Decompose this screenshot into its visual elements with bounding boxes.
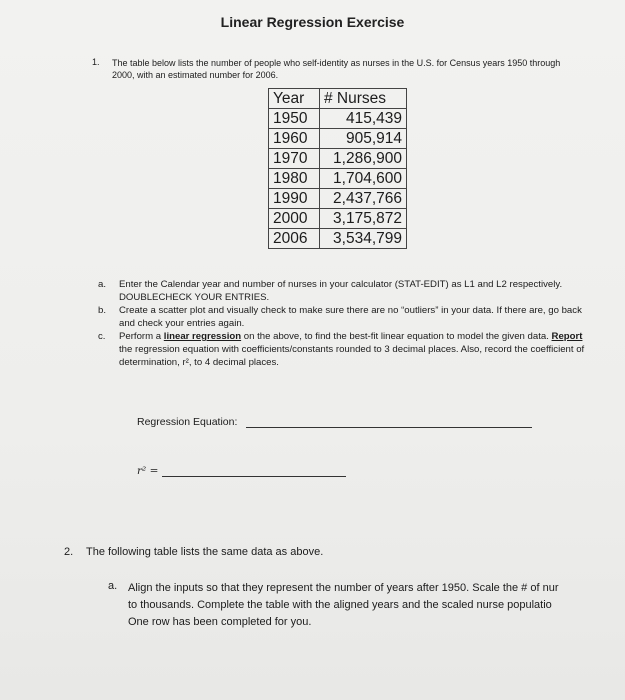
question-1-number: 1. (92, 57, 100, 67)
item-text-pre: Perform a (119, 331, 164, 342)
table-row (269, 149, 407, 169)
question-2a-line: One row has been completed for you. (128, 616, 312, 628)
question-2-text: The following table lists the same data as above. (86, 546, 324, 558)
instruction-item-a (98, 278, 598, 304)
page-title: Linear Regression Exercise (220, 14, 405, 30)
table-row (269, 129, 407, 149)
instruction-item-c (98, 330, 598, 369)
column-header-year: Year (269, 89, 320, 109)
nurses-cell: 1,286,900 (320, 149, 407, 169)
question-2a-label: a. (108, 580, 118, 592)
item-text: Enter the Calendar year and number of nurses in your calculator (STAT-EDIT) as L1 and L2 respectively. DOUBLECHECK YOUR ENTRIES. (119, 279, 563, 303)
table-row (269, 189, 407, 209)
instruction-item-b (98, 304, 598, 330)
year-cell: 1980 (269, 169, 320, 189)
r-squared-answer-line[interactable] (162, 476, 346, 477)
year-cell: 1950 (269, 109, 320, 129)
year-cell: 1960 (269, 129, 320, 149)
table-row (269, 229, 407, 249)
item-label: a. (98, 279, 107, 290)
year-cell: 1970 (269, 149, 320, 169)
table-row (269, 109, 407, 129)
question-2-number: 2. (64, 546, 74, 558)
question-2a-line: Align the inputs so that they represent the number of years after 1950. Scale the # of nur (128, 582, 559, 594)
r-squared-label: r² = (137, 465, 159, 477)
question-2a-line: to thousands. Complete the table with the aligned years and the scaled nurse populatio (128, 599, 552, 611)
year-cell: 2006 (269, 229, 320, 249)
report-emphasis: Report (551, 331, 583, 342)
question-1-instructions (98, 278, 598, 369)
regression-equation-label: Regression Equation: (137, 416, 238, 428)
item-label: b. (98, 305, 107, 316)
nurses-cell: 415,439 (320, 109, 407, 129)
nurses-table (268, 88, 407, 249)
nurses-cell: 3,534,799 (320, 229, 407, 249)
item-label: c. (98, 331, 106, 342)
item-text-post: the regression equation with coefficients/constants rounded to 3 decimal places. Also, record the coefficient of determination, r², to 4 decimal places. (119, 344, 585, 368)
nurses-cell: 2,437,766 (320, 189, 407, 209)
nurses-cell: 3,175,872 (320, 209, 407, 229)
question-2a-text (128, 580, 625, 631)
nurses-cell: 905,914 (320, 129, 407, 149)
item-text: Create a scatter plot and visually check to make sure there are no “outliers” in your data. If there are, go back and check your entries again. (119, 305, 582, 329)
table-header-row (269, 89, 407, 109)
item-text-mid: on the above, to find the best-fit linear equation to model the given data. (241, 331, 552, 342)
regression-equation-answer-line[interactable] (246, 427, 532, 428)
question-1-text: The table below lists the number of people who self-identity as nurses in the U.S. for Census years 1950 through 2000, with an estimated number for 2006. (112, 58, 561, 80)
column-header-nurses: # Nurses (320, 89, 407, 109)
nurses-cell: 1,704,600 (320, 169, 407, 189)
year-cell: 1990 (269, 189, 320, 209)
linear-regression-emphasis: linear regression (163, 331, 242, 342)
year-cell: 2000 (269, 209, 320, 229)
table-row (269, 169, 407, 189)
table-row (269, 209, 407, 229)
